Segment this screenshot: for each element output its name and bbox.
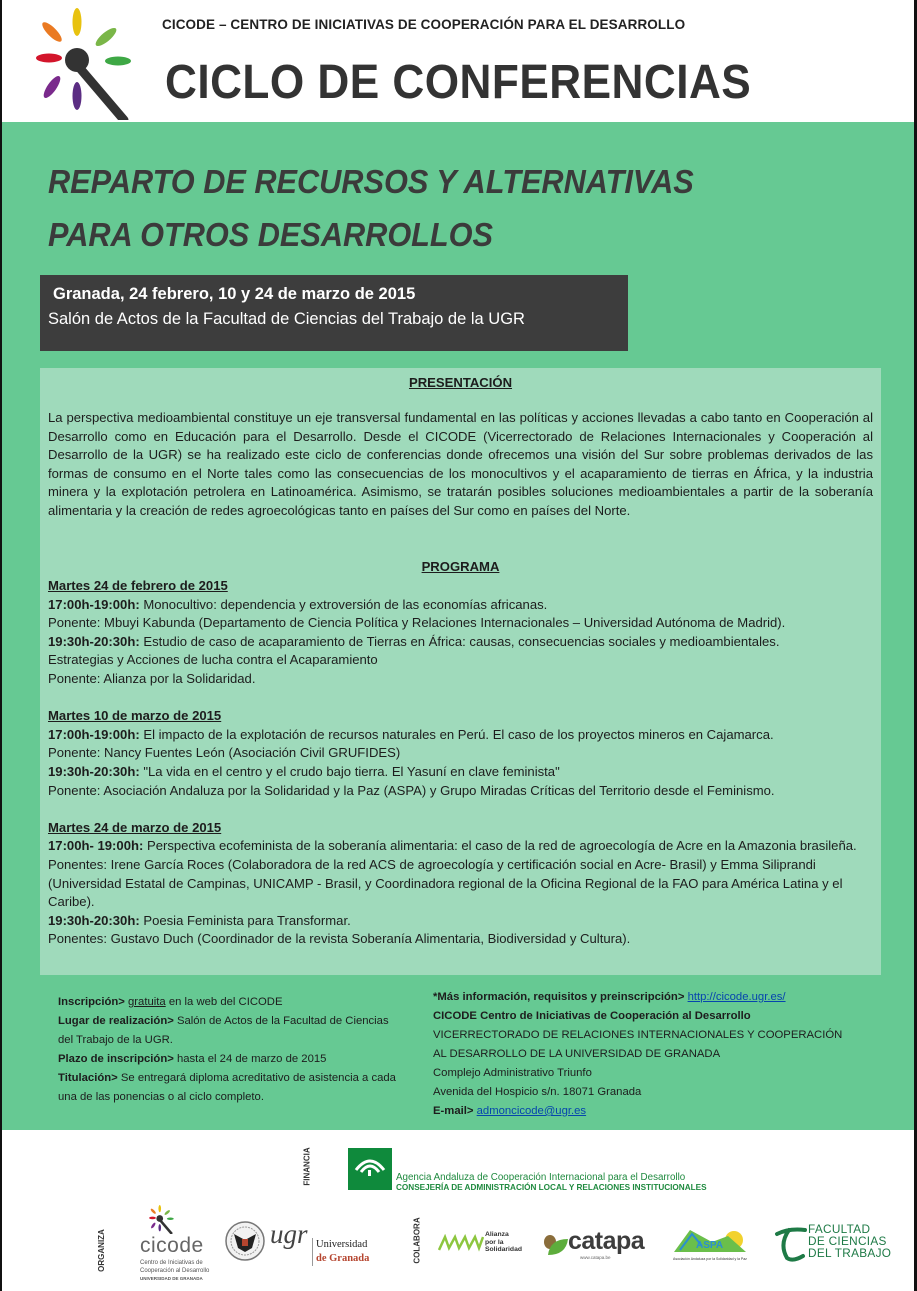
program-line: [48, 633, 873, 652]
aspa-logo-icon: [672, 1226, 748, 1256]
session-time: 19:30h-20:30h:: [48, 912, 140, 928]
program-day-title: Martes 24 de marzo de 2015: [48, 819, 222, 835]
program-line: [48, 930, 873, 949]
session-time: 17:00h-19:00h:: [48, 726, 140, 742]
session-text: Ponente: Mbuyi Kabunda (Departamento de Ciencia Política y Relaciones Internacionales – Universidad Autónoma de Madrid).: [48, 615, 786, 631]
session-text: Estudio de caso de acaparamiento de Tierras en África: causas, consecuencias sociales y medioambientales.: [139, 633, 780, 649]
session-time: 19:30h-20:30h:: [48, 763, 140, 779]
catapa-leaf-icon: [542, 1233, 570, 1257]
inscripcion-rest: en la web del CICODE: [165, 996, 283, 1008]
colabora-label: COLABORA: [412, 1217, 422, 1264]
junta-arc-icon: [348, 1148, 392, 1190]
email-line: [433, 1102, 853, 1121]
titulacion-line: [58, 1069, 398, 1107]
session-time: 17:00h- 19:00h:: [48, 838, 144, 854]
aspa-logo-word: ASPA: [696, 1240, 724, 1251]
poster-header: [2, 0, 914, 122]
program-line: [48, 837, 873, 856]
more-info-label: *Más información, requisitos y preinscripción>: [433, 991, 685, 1003]
event-venue: Salón de Actos de la Facultad de Ciencias del Trabajo de la UGR: [48, 310, 525, 328]
cicode-small-logo-icon: [145, 1204, 175, 1234]
cicode-logo-word: cicode: [140, 1234, 204, 1257]
cicode-flower-logo: [20, 4, 136, 120]
session-text: Perspectiva ecofeminista de la soberanía alimentaria: el caso de la red de agroecología de Acre en la Amazonia brasileña.: [143, 838, 857, 854]
contact-info: [433, 988, 853, 1121]
cicode-sub-line-3: UNIVERSIDAD DE GRANADA: [140, 1276, 203, 1281]
presentacion-text: La perspectiva medioambiental constituye un eje transversal fundamental en las políticas y acciones llevadas a cabo tanto en Cooperación al Desarrollo como en Educación para el Desarrollo. Desde el CICODE (Vicerrectorado de Relaciones Internacionales y Cooperación al Desarrollo de la UGR) se ha realizado este ciclo de conferencias donde ofrecemos una visión del Sur sobre problemas derivados de las formas de consumo en el Norte tales como las consecuencias de los monocultivos y el acaparamiento de tierras en África, y la industria minera y la explotación petrolera en Latinoamérica. Asimismo, se tratarán posibles soluciones medioambientales a partir de la soberanía alimentaria y la creación de redes agroecológicas tanto en países del Sur como en países del Norte.: [48, 410, 873, 518]
address-text: Avenida del Hospicio s/n. 18071 Granada: [433, 1086, 642, 1098]
green-content-area: [2, 122, 914, 1130]
titulacion-label: Titulación>: [58, 1072, 118, 1084]
lugar-label: Lugar de realización>: [58, 1015, 174, 1027]
cicode-sub-line-2: Cooperación al Desarrollo: [140, 1267, 210, 1274]
aspa-logo-subtitle: Asociación Andaluza por la Solidaridad y la Paz: [673, 1257, 747, 1261]
inscripcion-label: Inscripción>: [58, 996, 125, 1008]
program-day-title: Martes 10 de marzo de 2015: [48, 708, 222, 724]
email-link[interactable]: admoncicode@ugr.es: [476, 1105, 587, 1117]
program-line: [48, 912, 873, 931]
plazo-label: Plazo de inscripción>: [58, 1053, 174, 1065]
organiza-label: ORGANIZA: [96, 1229, 106, 1272]
facultad-line-2: DE CIENCIAS: [808, 1234, 887, 1248]
logo-petal-green: [105, 57, 131, 66]
logo-petal-lightgreen: [93, 25, 119, 49]
conference-subtitle: [48, 155, 694, 261]
titulacion-value: Se entregará diploma acreditativo de asistencia a cada una de las ponencias o al ciclo completo.: [58, 1072, 396, 1103]
presentacion-heading: PRESENTACIÓN: [408, 375, 513, 390]
session-text: Ponente: Alianza por la Solidaridad.: [48, 670, 256, 686]
ugr-crest-icon: [224, 1220, 266, 1262]
session-text: Monocultivo: dependencia y extroversión de las economías africanas.: [139, 596, 548, 612]
event-dates: Granada, 24 febrero, 10 y 24 de marzo de 2015: [53, 285, 416, 303]
sponsors-area: [2, 1130, 914, 1291]
ugr-logo-word: ugr: [270, 1219, 308, 1249]
program-line: [48, 782, 873, 801]
program-line: [48, 670, 873, 689]
content-box: [40, 368, 881, 975]
alianza-logo-icon: [438, 1234, 484, 1252]
logo-petal-orange: [40, 20, 65, 45]
lugar-line: [58, 1012, 398, 1050]
lugar-value: Salón de Actos de la Facultad de Ciencias del Trabajo de la UGR.: [58, 1015, 389, 1046]
junta-andalucia-logo: [348, 1148, 392, 1190]
program-line: [48, 763, 873, 782]
junta-consejeria-name: CONSEJERÍA DE ADMINISTRACIÓN LOCAL Y RELACIONES INSTITUCIONALES: [396, 1183, 707, 1192]
program-day: [48, 707, 873, 800]
cicode-sub-line-1: Centro de Iniciativas de: [140, 1260, 203, 1266]
vicerrectorado-text: VICERRECTORADO DE RELACIONES INTERNACIONALES Y COOPERACIÓN AL DESARROLLO DE LA UNIVERSIDAD DE GRANADA: [433, 1029, 843, 1060]
financia-label: FINANCIA: [302, 1147, 312, 1186]
session-text: Ponente: Asociación Andaluza por la Solidaridad y la Paz (ASPA) y Grupo Miradas Críticas del Territorio desde el Feminismo.: [48, 782, 775, 798]
organization-line: CICODE – CENTRO DE INICIATIVAS DE COOPERACIÓN PARA EL DESARROLLO: [162, 17, 686, 32]
logo-petal-violet: [73, 82, 82, 110]
inscripcion-free: gratuita: [128, 996, 166, 1008]
logo-head: [65, 48, 89, 72]
main-title: CICLO DE CONFERENCIAS: [165, 56, 752, 109]
complejo-text: Complejo Administrativo Triunfo: [433, 1067, 592, 1079]
program-line: [48, 726, 873, 745]
session-text: Ponentes: Gustavo Duch (Coordinador de la revista Soberanía Alimentaria, Biodiversidad y Cultura).: [48, 931, 631, 947]
catapa-logo-word: catapa: [568, 1227, 645, 1255]
session-text: "La vida en el centro y el crudo bajo tierra. El Yasuní en clave feminista": [139, 763, 560, 779]
cicode-org-name: CICODE Centro de Iniciativas de Cooperación al Desarrollo: [433, 1010, 751, 1022]
email-label: E-mail>: [433, 1105, 474, 1117]
more-info-line: [433, 988, 853, 1007]
cicode-logo-subtitle: [140, 1260, 209, 1283]
event-date-box: [40, 275, 628, 351]
program-line: [48, 856, 873, 912]
program-day: [48, 819, 873, 949]
plazo-value: hasta el 24 de marzo de 2015: [173, 1053, 327, 1065]
logo-petal-purple: [41, 74, 63, 100]
facultad-line-3: DEL TRABAJO: [808, 1246, 892, 1260]
program-list: [48, 577, 873, 967]
program-line: [48, 744, 873, 763]
session-text: Estrategias y Acciones de lucha contra el Acaparamiento: [48, 652, 378, 668]
program-day-title: Martes 24 de febrero de 2015: [48, 578, 228, 593]
programa-heading: PROGRAMA: [421, 559, 500, 574]
inscripcion-line: [58, 993, 398, 1012]
program-line: [48, 614, 873, 633]
alianza-logo-text: Alianza por la Solidaridad: [485, 1231, 523, 1253]
program-day: [48, 577, 873, 689]
program-line: [48, 596, 873, 615]
session-text: Ponentes: Irene García Roces (Colaboradora de la red ACS de agroecología y certificación social en Acre- Brasil) y Emma Siliprandi (Universidad Estatal de Campinas, UNICAMP - Brasil, y Coordinadora regional de la Oficina Regional de la FAO para América Latina y el Caribe).: [48, 856, 843, 910]
cicode-website-link[interactable]: http://cicode.ugr.es/: [687, 991, 786, 1003]
subtitle-line-1: REPARTO DE RECURSOS Y ALTERNATIVAS: [48, 163, 694, 200]
ugr-logo-text: [312, 1238, 369, 1266]
facultad-t-logo-icon: [773, 1226, 807, 1262]
logo-petal-yellow: [73, 8, 82, 36]
catapa-logo-url: www.catapa.be: [580, 1255, 611, 1260]
session-time: 17:00h-19:00h:: [48, 596, 140, 612]
facultad-logo-text: [808, 1223, 891, 1259]
session-text: El impacto de la explotación de recursos naturales en Perú. El caso de los proyectos mineros en Cajamarca.: [139, 726, 774, 742]
junta-agency-name: Agencia Andaluza de Cooperación Internacional para el Desarrollo: [396, 1172, 686, 1183]
ugr-universidad: Universidad: [316, 1239, 368, 1250]
logo-petal-red: [36, 54, 62, 63]
plazo-line: [58, 1050, 398, 1069]
registration-info: [58, 993, 398, 1107]
session-time: 19:30h-20:30h:: [48, 633, 140, 649]
program-line: [48, 651, 873, 670]
session-text: Poesia Feminista para Transformar.: [139, 912, 351, 928]
session-text: Ponente: Nancy Fuentes León (Asociación Civil GRUFIDES): [48, 745, 401, 761]
ugr-de-granada: de Granada: [316, 1253, 370, 1264]
facultad-line-1: FACULTAD: [808, 1222, 871, 1236]
logo-stick: [78, 66, 124, 120]
subtitle-line-2: PARA OTROS DESARROLLOS: [48, 216, 494, 253]
